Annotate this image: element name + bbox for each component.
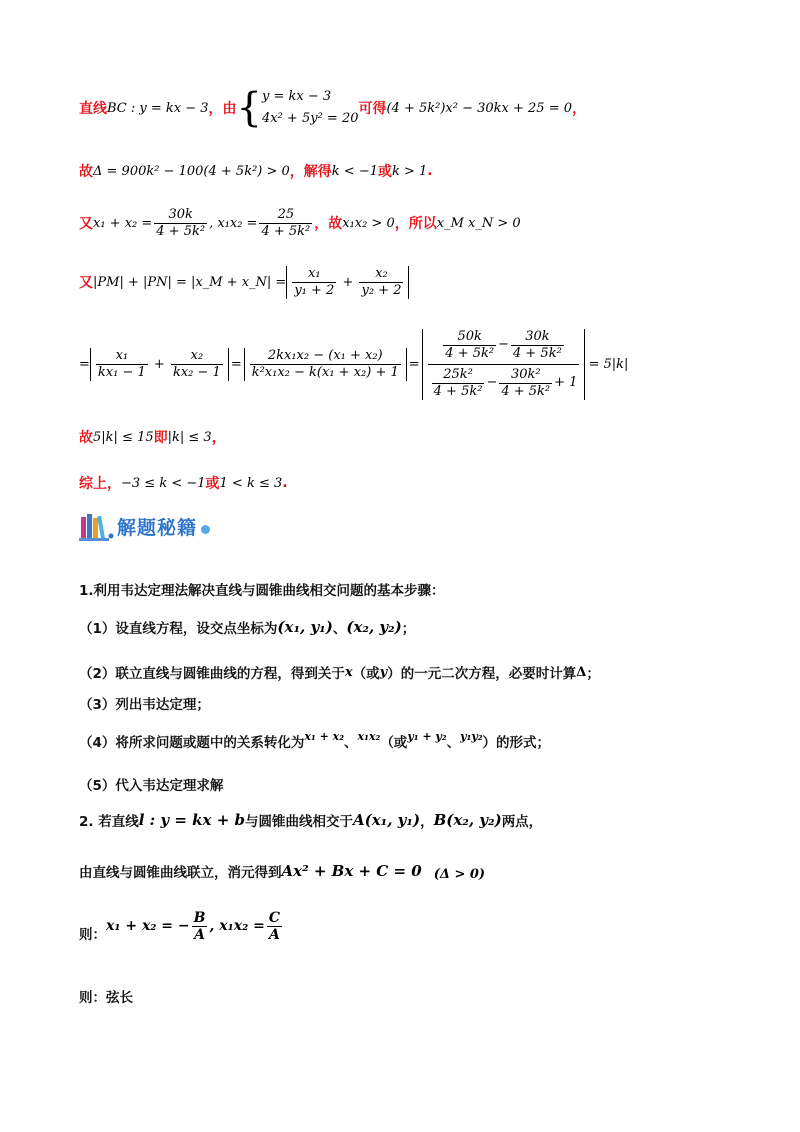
solution-line-3 xyxy=(79,203,521,243)
sum-numerator: 30k xyxy=(168,206,193,222)
condition-2: k > 1 xyxy=(391,163,428,179)
label-also-2: 又 xyxy=(79,275,93,291)
quadratic-result: (4 + 5k²)x² − 30kx + 25 = 0 xyxy=(386,100,572,116)
label-so: 故 xyxy=(79,164,93,180)
badge-dot xyxy=(201,525,210,534)
abs-expr-h: $\frac{\text{2kx₁x₂ − (x₁ + x₂)}}{\text{k²x₁x₂ − k(x₁ + x₂) + 1}}$ xyxy=(244,348,407,381)
fraction-2: $\frac{\text{x₂}}{\text{y₂ + 2}}$ xyxy=(361,265,402,298)
step-2: （2）联立直线与圆锥曲线的方程，得到关于 x （或 y ）的一元二次方程，必要时计算 Δ ； xyxy=(79,664,600,682)
inequality-2: |k| ≤ 3 xyxy=(167,429,212,445)
final-result: = 5|k| xyxy=(588,356,629,372)
abs-expression: $\frac{\text{x₁}}{\text{y₁ + 2}}$ + $\frac{\text{x₂}}{\text{y₂ + 2}}$ xyxy=(286,266,409,299)
solution-line-7: 综上， −3 ≤ k < −1 或 1 < k ≤ 3 . xyxy=(79,475,288,492)
label-therefore: ，所以 xyxy=(394,216,437,232)
discriminant: Δ = 900k² − 100(4 + 5k²) > 0 xyxy=(93,163,290,179)
equation-system xyxy=(262,86,359,130)
label-get: 可得 xyxy=(358,101,387,117)
section-badge xyxy=(79,510,210,542)
prod-numerator: 25 xyxy=(277,206,295,222)
chord-length-label: 则：弦长 xyxy=(79,990,133,1006)
eq-bc: BC : y = kx − 3 xyxy=(107,100,209,116)
solution-line-1 xyxy=(79,78,586,138)
label-solve: ，解得 xyxy=(289,164,332,180)
condition-1: k < −1 xyxy=(331,163,378,179)
inequality-1: 5|k| ≤ 15 xyxy=(93,429,154,445)
books-icon xyxy=(79,511,115,541)
sum-fraction xyxy=(154,207,207,240)
distance-sum: |PM| + |PN| = |x_M + x_N| = xyxy=(93,274,287,290)
solution-line-5: = $\frac{\text{x₁}}{\text{kx₁ − 1}}$ + $\frac{\text{x₂}}{\text{kx₂ − 1}}$ = $\frac{\text{2kx₁x₂ − (x₁ + x₂)}}{\text{k²x₁x₂ − k(x₁ + x₂) + 1}}$ = $\frac{50k}{\text{4 + 5k²}}$ − $\frac{30k}{\text{4 + 5k²}}$ $\frac{\text{25k²}}{\text{4 + 5k²}}$ − $\frac{\text{30k²}}{\text{4 + 5k²}}$ + 1 = 5|k| xyxy=(79,328,629,399)
abs-expr-g: $\frac{\text{x₁}}{\text{kx₁ − 1}}$ + $\frac{\text{x₂}}{\text{kx₂ − 1}}$ xyxy=(90,348,229,381)
prod-left: , x₁x₂ = xyxy=(209,215,258,231)
step-5: （5）代入韦达定理求解 xyxy=(79,778,224,794)
system-brace: { xyxy=(236,85,262,131)
label-comma: ， xyxy=(572,101,586,117)
badge-title: 解题秘籍 xyxy=(117,516,198,539)
prod-fraction xyxy=(259,207,312,240)
system-bottom: 4x² + 5y² = 20 xyxy=(261,111,359,126)
prod-denominator: 4 + 5k² xyxy=(261,223,311,239)
label-also: 又 xyxy=(79,216,93,232)
solution-line-6: 故 5|k| ≤ 15 即 |k| ≤ 3 ， xyxy=(79,429,226,446)
sum-denominator: 4 + 5k² xyxy=(156,223,206,239)
step-1: （1）设直线方程，设交点坐标为 (x₁, y₁) 、 (x₂, y₂) ； xyxy=(79,618,416,637)
range-1: −3 ≤ k < −1 xyxy=(121,475,206,491)
label-or: 或 xyxy=(377,164,392,180)
label-period: . xyxy=(427,163,433,179)
system-top: y = kx − 3 xyxy=(261,89,332,104)
label-line: 直线 xyxy=(79,101,107,117)
tips-heading-1: 1.利用韦达定理法解决直线与圆锥曲线相交问题的基本步骤： xyxy=(79,583,445,599)
product-positive: x₁x₂ > 0 xyxy=(342,215,395,231)
abs-expr-i: $\frac{50k}{\text{4 + 5k²}}$ − $\frac{30k}{\text{4 + 5k²}}$ $\frac{\text{25k²}}{\text{4 + 5k²}}$ − $\frac{\text{30k²}}{\text{4 + 5k²}}$ + 1 xyxy=(422,329,586,400)
tips-heading-2: 2. 若直线 l : y = kx + b 与圆锥曲线相交于 A(x₁, y₁) ， B(x₂, y₂) 两点， xyxy=(79,811,543,830)
label-hence: ，故 xyxy=(314,216,343,232)
label-by: ，由 xyxy=(208,101,237,117)
vieta-line: 则： x₁ + x₂ = − $\frac{B}{A}$ , x₁x₂ = $\frac{C}{A}$ xyxy=(79,909,280,943)
solution-line-4 xyxy=(79,262,409,302)
range-2: 1 < k ≤ 3 xyxy=(219,475,283,491)
fraction-1: $\frac{\text{x₁}}{\text{y₁ + 2}}$ xyxy=(294,265,335,298)
step-3: （3）列出韦达定理； xyxy=(79,697,210,713)
mn-positive: x_M x_N > 0 xyxy=(436,215,521,231)
solution-line-2 xyxy=(79,158,433,184)
elimination-line: 由直线与圆锥曲线联立，消元得到 Ax² + Bx + C = 0 (Δ > 0) xyxy=(79,862,486,882)
sum-left: x₁ + x₂ = xyxy=(93,215,153,231)
step-4: （4）将所求问题或题中的关系转化为 x₁ + x₂ 、 x₁x₂ （或 y₁ + y₂ 、 y₁y₂ ）的形式； xyxy=(79,729,551,751)
